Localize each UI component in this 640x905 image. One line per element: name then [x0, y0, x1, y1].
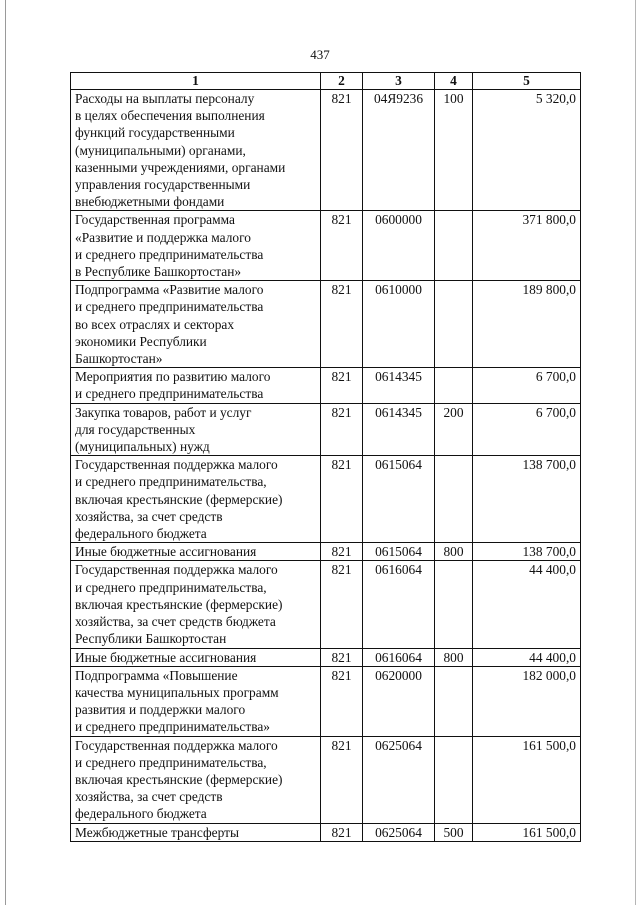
amount-cell: 6 700,0 — [473, 403, 581, 456]
amount-cell: 371 800,0 — [473, 211, 581, 281]
target-code-cell: 0614345 — [363, 403, 435, 456]
target-code-cell: 0610000 — [363, 281, 435, 368]
target-code-cell: 0616064 — [363, 648, 435, 666]
expense-name-cell: Подпрограмма «Повышение качества муниципальных программ развития и поддержки малого и среднего предпринимательства» — [71, 666, 321, 736]
expense-type-cell — [435, 561, 473, 648]
amount-cell: 44 400,0 — [473, 648, 581, 666]
expense-name-cell: Закупка товаров, работ и услуг для государственных (муниципальных) нужд — [71, 403, 321, 456]
target-code-cell: 0600000 — [363, 211, 435, 281]
table-row — [71, 648, 581, 666]
target-code-cell: 0620000 — [363, 666, 435, 736]
page-number: 437 — [310, 47, 330, 62]
scan-edge-right — [635, 0, 636, 905]
expense-type-cell — [435, 666, 473, 736]
target-code-cell: 04Я9236 — [363, 90, 435, 211]
section-code-cell: 821 — [321, 211, 363, 281]
expense-type-cell: 200 — [435, 403, 473, 456]
target-code-cell: 0615064 — [363, 543, 435, 561]
target-code-cell: 0615064 — [363, 456, 435, 543]
expense-name-cell: Государственная поддержка малого и среднего предпринимательства, включая крестьянские (фермерские) хозяйства, за счет средств федерального бюджета — [71, 456, 321, 543]
expense-name-cell: Межбюджетные трансферты — [71, 823, 321, 841]
expense-type-cell: 500 — [435, 823, 473, 841]
amount-cell: 44 400,0 — [473, 561, 581, 648]
table-row — [71, 90, 581, 211]
table-row — [71, 403, 581, 456]
expense-name-cell: Государственная поддержка малого и среднего предпринимательства, включая крестьянские (фермерские) хозяйства, за счет средств бюджета Республики Башкортостан — [71, 561, 321, 648]
table-row — [71, 736, 581, 823]
expense-name-cell: Государственная программа «Развитие и поддержка малого и среднего предпринимательства в Республике Башкортостан» — [71, 211, 321, 281]
column-header: 3 — [363, 73, 435, 90]
expense-type-cell — [435, 456, 473, 543]
expense-name-cell: Государственная поддержка малого и среднего предпринимательства, включая крестьянские (фермерские) хозяйства, за счет средств федерального бюджета — [71, 736, 321, 823]
table-row — [71, 368, 581, 403]
amount-cell: 182 000,0 — [473, 666, 581, 736]
amount-cell: 138 700,0 — [473, 543, 581, 561]
table-row — [71, 666, 581, 736]
table-row — [71, 543, 581, 561]
section-code-cell: 821 — [321, 281, 363, 368]
amount-cell: 161 500,0 — [473, 736, 581, 823]
table-row — [71, 211, 581, 281]
amount-cell: 6 700,0 — [473, 368, 581, 403]
section-code-cell: 821 — [321, 90, 363, 211]
section-code-cell: 821 — [321, 368, 363, 403]
table-row — [71, 456, 581, 543]
target-code-cell: 0616064 — [363, 561, 435, 648]
expense-name-cell: Подпрограмма «Развитие малого и среднего предпринимательства во всех отраслях и секторах экономики Республики Башкортостан» — [71, 281, 321, 368]
expense-type-cell — [435, 211, 473, 281]
section-code-cell: 821 — [321, 648, 363, 666]
column-header: 2 — [321, 73, 363, 90]
amount-cell: 138 700,0 — [473, 456, 581, 543]
amount-cell: 189 800,0 — [473, 281, 581, 368]
expense-type-cell: 800 — [435, 543, 473, 561]
section-code-cell: 821 — [321, 666, 363, 736]
table-row — [71, 281, 581, 368]
expense-name-cell: Мероприятия по развитию малого и среднего предпринимательства — [71, 368, 321, 403]
table-header-row — [71, 73, 581, 90]
budget-table — [70, 72, 581, 842]
table-row — [71, 823, 581, 841]
expense-name-cell: Иные бюджетные ассигнования — [71, 648, 321, 666]
expense-type-cell — [435, 368, 473, 403]
column-header: 4 — [435, 73, 473, 90]
section-code-cell: 821 — [321, 736, 363, 823]
section-code-cell: 821 — [321, 456, 363, 543]
section-code-cell: 821 — [321, 403, 363, 456]
expense-name-cell: Расходы на выплаты персоналу в целях обеспечения выполнения функций государственными (муниципальными) органами, казенными учреждениями, органами управления государственными внебюджетными фондами — [71, 90, 321, 211]
target-code-cell: 0625064 — [363, 823, 435, 841]
column-header: 5 — [473, 73, 581, 90]
expense-name-cell: Иные бюджетные ассигнования — [71, 543, 321, 561]
expense-type-cell — [435, 736, 473, 823]
target-code-cell: 0614345 — [363, 368, 435, 403]
expense-type-cell — [435, 281, 473, 368]
expense-type-cell: 100 — [435, 90, 473, 211]
section-code-cell: 821 — [321, 561, 363, 648]
table-row — [71, 561, 581, 648]
scan-edge-left — [5, 0, 6, 905]
expense-type-cell: 800 — [435, 648, 473, 666]
amount-cell: 161 500,0 — [473, 823, 581, 841]
column-header: 1 — [71, 73, 321, 90]
section-code-cell: 821 — [321, 823, 363, 841]
target-code-cell: 0625064 — [363, 736, 435, 823]
amount-cell: 5 320,0 — [473, 90, 581, 211]
section-code-cell: 821 — [321, 543, 363, 561]
